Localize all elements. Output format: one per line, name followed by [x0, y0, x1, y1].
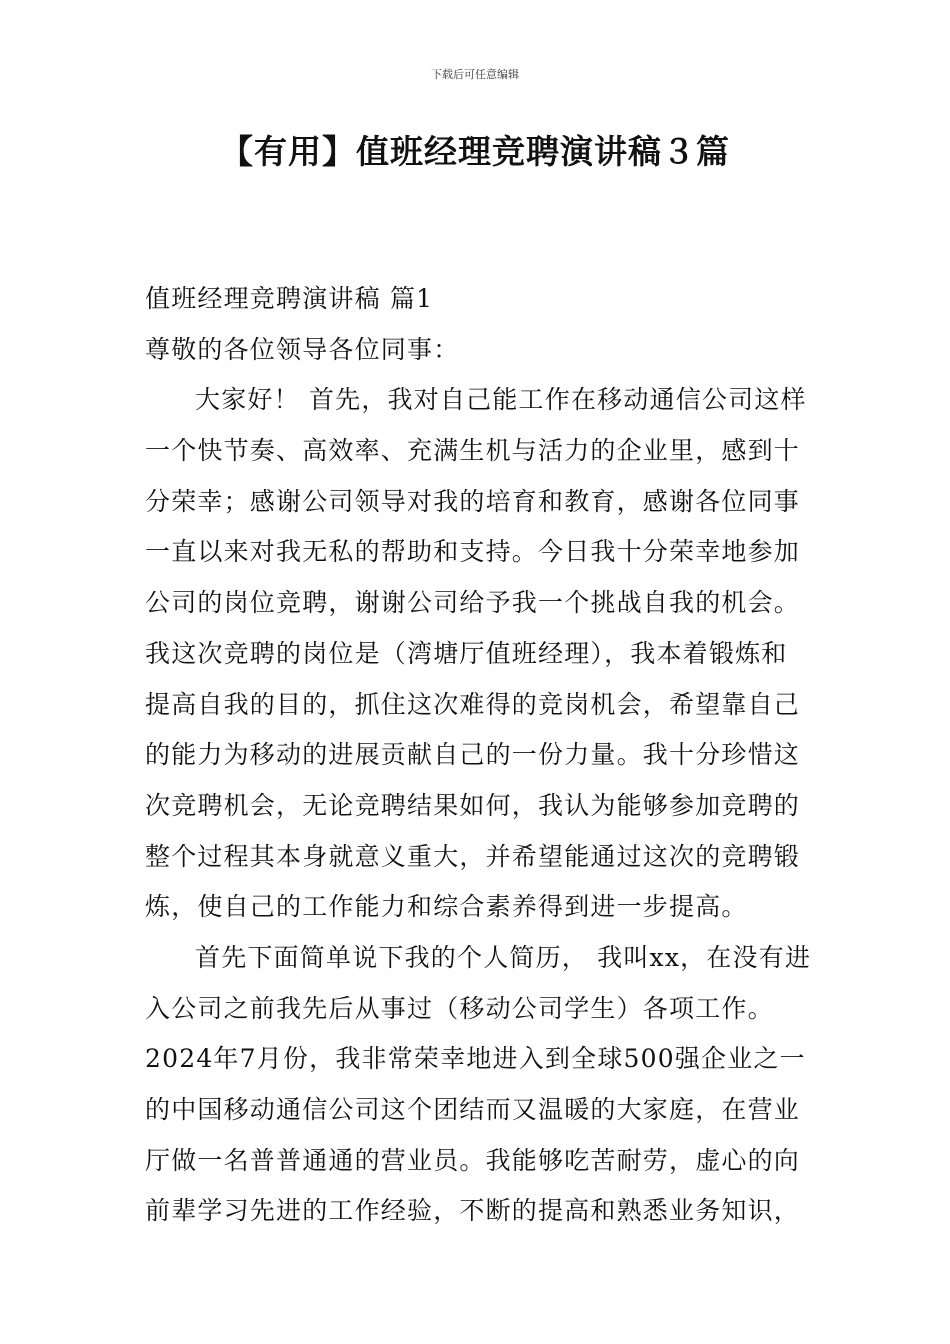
- paragraph-line: 大家好！ 首先，我对自己能工作在移动通信公司这样: [195, 385, 807, 415]
- paragraph-line: 提高自我的目的，抓住这次难得的竞岗机会，希望靠自己: [145, 689, 801, 719]
- paragraph-line: 我这次竞聘的岗位是（湾塘厅值班经理），我本着锻炼和: [145, 638, 788, 668]
- paragraph-line: 炼，使自己的工作能力和综合素养得到进一步提高。: [145, 892, 748, 922]
- paragraph-line: 前辈学习先进的工作经验，不断的提高和熟悉业务知识，: [145, 1196, 801, 1226]
- paragraph-line: 整个过程其本身就意义重大，并希望能通过这次的竞聘锻: [145, 841, 801, 871]
- paragraph-line: 公司的岗位竞聘，谢谢公司给予我一个挑战自我的机会。: [145, 588, 801, 618]
- document-body: [145, 281, 810, 1244]
- paragraph-line: 的中国移动通信公司这个团结而又温暖的大家庭，在营业: [145, 1095, 801, 1124]
- paragraph-line: 一直以来对我无私的帮助和支持。今日我十分荣幸地参加: [145, 537, 801, 567]
- salutation: 尊敬的各位领导各位同事：: [145, 334, 460, 364]
- paragraph-line: 一个快节奏、高效率、充满生机与活力的企业里，感到十: [145, 436, 801, 466]
- header-note: 下载后可任意编辑: [431, 68, 519, 81]
- paragraph-line: 首先下面简单说下我的个人简历， 我叫xx，在没有进: [195, 942, 812, 972]
- paragraph-line: 厅做一名普普通通的营业员。我能够吃苦耐劳，虚心的向: [145, 1145, 801, 1175]
- paragraph-line: 入公司之前我先后从事过（移动公司学生）各项工作。: [145, 993, 774, 1023]
- paragraph-line: 分荣幸；感谢公司领导对我的培育和教育，感谢各位同事: [145, 486, 801, 516]
- section-heading: 值班经理竞聘演讲稿 篇1: [145, 284, 434, 313]
- paragraph-line: 的能力为移动的进展贡献自己的一份力量。我十分珍惜这: [145, 740, 801, 770]
- paragraph-line: 次竞聘机会，无论竞聘结果如何，我认为能够参加竞聘的: [145, 790, 801, 820]
- paragraph-line: 2024年7月份，我非常荣幸地进入到全球500强企业之一: [145, 1044, 806, 1074]
- document-title: 【有用】值班经理竞聘演讲稿３篇: [220, 132, 730, 171]
